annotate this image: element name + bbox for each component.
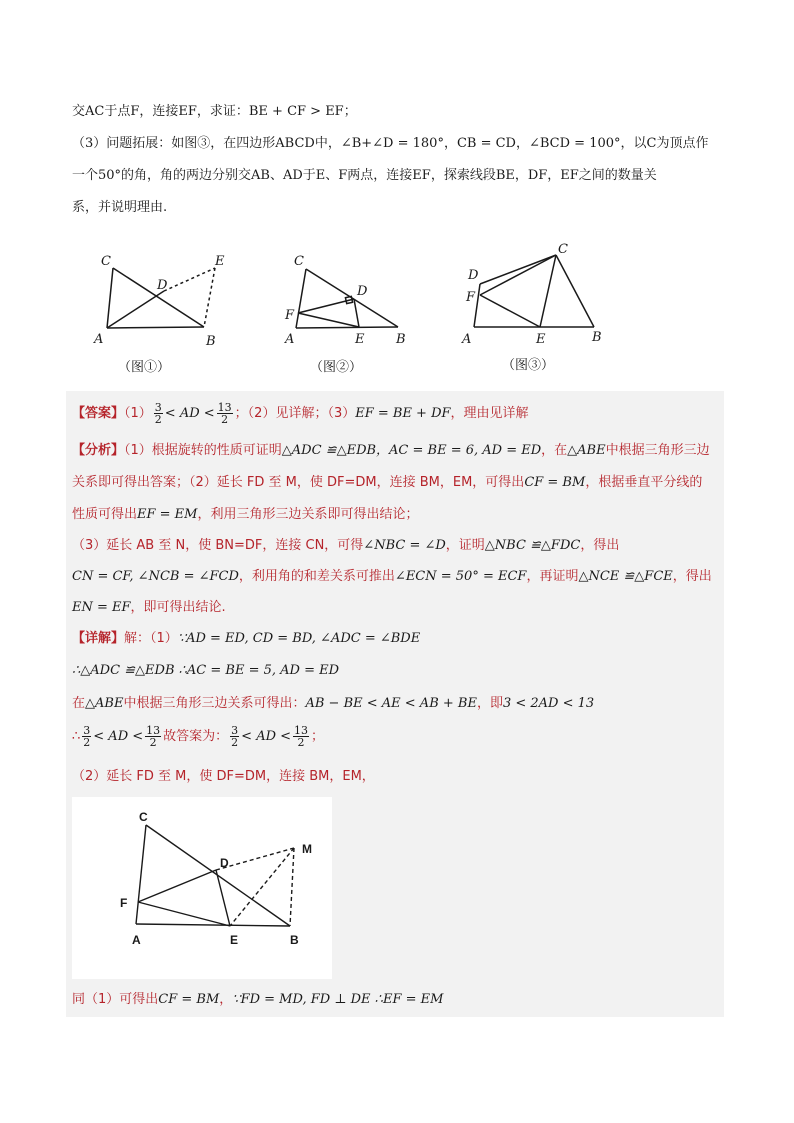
- fig2-caption: （图②）: [310, 360, 363, 375]
- fig1-label-b: B: [206, 334, 216, 349]
- detail-line-1: 【详解】解：（1）∵AD = ED, CD = BD, ∠ADC = ∠BDE: [72, 631, 421, 646]
- detail-line-3: 在△ABE中根据三角形三边关系可得出：AB − BE < AE < AB + BE，即3 < 2AD < 13: [72, 696, 595, 711]
- fig4-label-d: D: [220, 856, 229, 870]
- fig4-label-c: C: [139, 810, 148, 824]
- answer-part-4: ，理由见详解: [450, 406, 529, 421]
- fig2-label-e: E: [355, 332, 365, 347]
- answer-inequality: < AD <: [164, 406, 215, 421]
- answer-tag: 【答案】: [72, 406, 125, 421]
- figure-1: [107, 268, 215, 328]
- fig3-label-e: E: [536, 332, 546, 347]
- answer-part-2: ；（2）见详解；（3）: [234, 406, 356, 421]
- answer-part-3: EF = BE + DF: [355, 406, 451, 421]
- fig3-label-d: D: [468, 268, 479, 283]
- analysis-line-4: （3）延长 AB 至 N，使 BN=DF，连接 CN，可得∠NBC = ∠D，证明△NBC ≌△FDC，得出: [72, 538, 620, 553]
- figure-2: [296, 269, 398, 328]
- detail-tag: 【详解】: [72, 631, 125, 646]
- figure-3: [474, 255, 594, 327]
- fig2-label-b: B: [396, 332, 406, 347]
- analysis-line-1: 【分析】（1）根据旋转的性质可证明△ADC ≌△EDB，AC = BE = 6, AD = ED，在△ABE中根据三角形三边: [72, 443, 710, 458]
- fig2-label-a: A: [285, 332, 295, 347]
- answer-part-1: （1）: [124, 406, 152, 421]
- fig4-label-f: F: [120, 896, 128, 910]
- fig4-label-e: E: [230, 933, 239, 947]
- analysis-line-5: CN = CF, ∠NCB = ∠FCD，利用角的和差关系可推出∠ECN = 50° = ECF，再证明△NCE ≌△FCE，得出: [72, 569, 712, 584]
- fig1-label-e: E: [215, 254, 225, 269]
- fig3-label-c: C: [558, 242, 568, 257]
- analysis-line-6: EN = EF，即可得出结论.: [72, 600, 226, 615]
- detail-line-6: 同（1）可得出CF = BM，∵FD = MD, FD ⊥ DE ∴EF = EM: [72, 992, 444, 1007]
- analysis-line-2: 关系即可得出答案；（2）延长 FD 至 M，使 DF=DM，连接 BM，EM，可得出CF = BM，根据垂直平分线的: [72, 475, 703, 490]
- fig3-label-f: F: [466, 290, 476, 305]
- problem-line-3: 一个50°的角，角的两边分别交AB、AD于E、F两点，连接EF，探索线段BE，DF，EF之间的数量关: [72, 168, 657, 183]
- fig4-label-m: M: [302, 842, 312, 856]
- fig1-label-d: D: [157, 278, 168, 293]
- fig1-label-a: A: [94, 332, 104, 347]
- problem-line-2: （3）问题拓展：如图③，在四边形ABCD中，∠B+∠D = 180°，CB = CD，∠BCD = 100°，以C为顶点作: [72, 136, 709, 151]
- fig2-label-f: F: [285, 308, 295, 323]
- fig3-label-b: B: [592, 330, 602, 345]
- fig2-label-d: D: [357, 284, 368, 299]
- fig2-label-c: C: [294, 254, 304, 269]
- fig4-label-a: A: [132, 933, 141, 947]
- fig3-caption: （图③）: [502, 358, 555, 373]
- problem-line-1: 交AC于点F，连接EF，求证：BE + CF > EF；: [72, 104, 357, 119]
- analysis-tag: 【分析】: [72, 443, 125, 458]
- fig3-label-a: A: [462, 332, 472, 347]
- detail-line-2: ∴△ADC ≌△EDB ∴AC = BE = 5, AD = ED: [72, 663, 340, 678]
- detail-line-4: ∴ $\frac{3}{2}$ < AD < $\frac{13}{2}$ 故答案为： $\frac{3}{2}$ < AD < $\frac{13}{2}$ ；: [72, 724, 325, 749]
- fig1-label-c: C: [101, 254, 111, 269]
- figure-row: [80, 235, 640, 385]
- figure-4: [72, 797, 332, 979]
- fraction-13-2: $\frac{13}{2}$: [217, 401, 232, 426]
- fig1-caption: （图①）: [118, 360, 171, 375]
- problem-line-4: 系，并说明理由.: [72, 200, 168, 215]
- answer-line: [72, 402, 529, 426]
- fraction-3-2: $\frac{3}{2}$: [154, 401, 162, 426]
- fig4-label-b: B: [290, 933, 299, 947]
- detail-line-5: （2）延长 FD 至 M，使 DF=DM，连接 BM，EM，: [72, 769, 375, 784]
- analysis-line-3: 性质可得出EF = EM，利用三角形三边关系即可得出结论；: [72, 507, 419, 522]
